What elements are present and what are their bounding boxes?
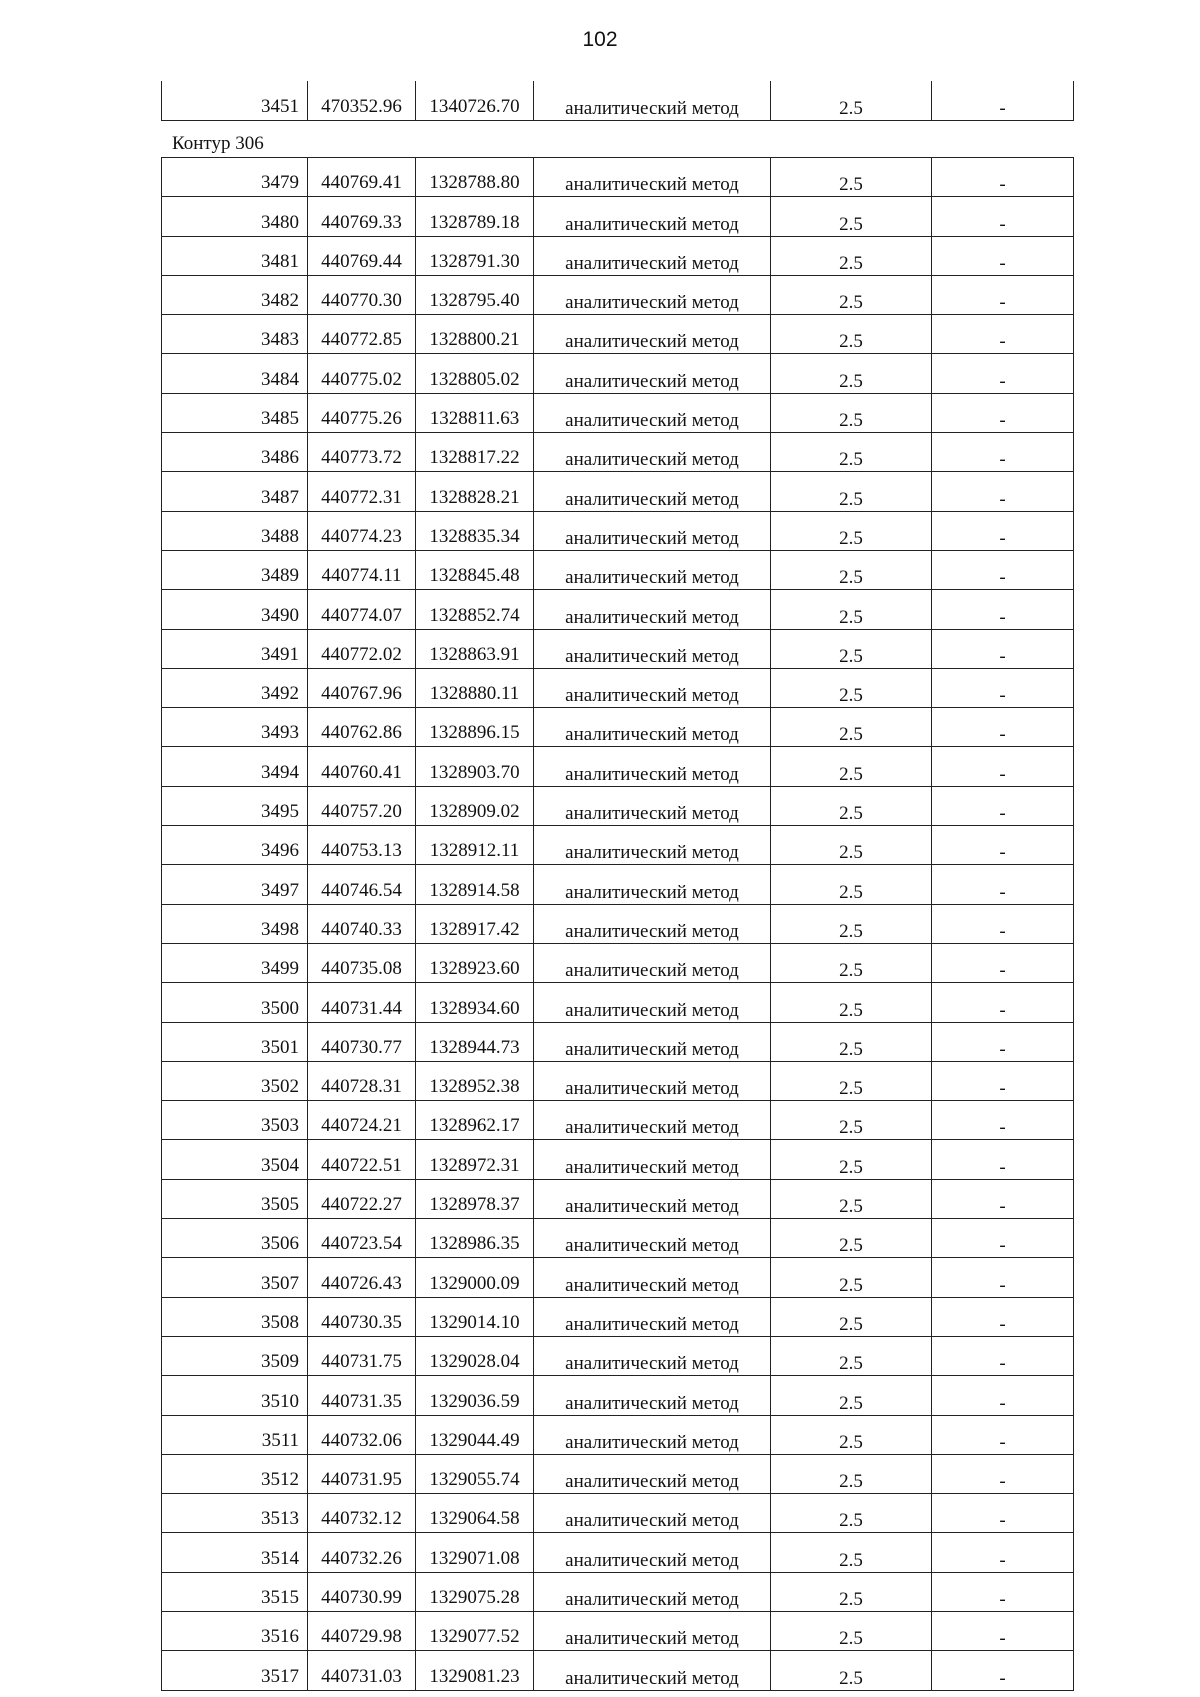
method-cell: аналитический метод (534, 1258, 771, 1297)
x-coordinate-cell: 440774.23 (308, 511, 416, 550)
table-row (162, 1140, 1074, 1179)
table-row (162, 1611, 1074, 1650)
note-cell: - (932, 708, 1074, 747)
method-cell: аналитический метод (534, 1219, 771, 1258)
table-row (162, 590, 1074, 629)
accuracy-cell: 2.5 (771, 747, 932, 786)
table-row (162, 1258, 1074, 1297)
x-coordinate-cell: 440773.72 (308, 433, 416, 472)
accuracy-cell: 2.5 (771, 943, 932, 982)
method-cell: аналитический метод (534, 1572, 771, 1611)
method-cell: аналитический метод (534, 904, 771, 943)
point-number-cell: 3515 (162, 1572, 308, 1611)
x-coordinate-cell: 440735.08 (308, 943, 416, 982)
y-coordinate-cell: 1328845.48 (416, 550, 534, 589)
point-number-cell: 3513 (162, 1494, 308, 1533)
note-cell: - (932, 275, 1074, 314)
point-number-cell: 3510 (162, 1376, 308, 1415)
method-cell: аналитический метод (534, 393, 771, 432)
y-coordinate-cell: 1329000.09 (416, 1258, 534, 1297)
table-row (162, 1494, 1074, 1533)
note-cell: - (932, 904, 1074, 943)
page-number: 102 (582, 28, 618, 51)
note-cell: - (932, 81, 1074, 121)
point-number-cell: 3506 (162, 1219, 308, 1258)
table-row (162, 786, 1074, 825)
accuracy-cell: 2.5 (771, 983, 932, 1022)
y-coordinate-cell: 1328828.21 (416, 472, 534, 511)
y-coordinate-cell: 1329055.74 (416, 1454, 534, 1493)
x-coordinate-cell: 440772.85 (308, 315, 416, 354)
method-cell: аналитический метод (534, 1336, 771, 1375)
y-coordinate-cell: 1328852.74 (416, 590, 534, 629)
point-number-cell: 3491 (162, 629, 308, 668)
accuracy-cell: 2.5 (771, 1651, 932, 1690)
y-coordinate-cell: 1328934.60 (416, 983, 534, 1022)
table-row (162, 1415, 1074, 1454)
table-row (162, 81, 1074, 121)
accuracy-cell: 2.5 (771, 275, 932, 314)
x-coordinate-cell: 440730.35 (308, 1297, 416, 1336)
method-cell: аналитический метод (534, 197, 771, 236)
table-row (162, 1061, 1074, 1100)
point-number-cell: 3508 (162, 1297, 308, 1336)
y-coordinate-cell: 1328962.17 (416, 1101, 534, 1140)
point-number-cell: 3486 (162, 433, 308, 472)
x-coordinate-cell: 440731.35 (308, 1376, 416, 1415)
x-coordinate-cell: 440753.13 (308, 826, 416, 865)
y-coordinate-cell: 1328986.35 (416, 1219, 534, 1258)
accuracy-cell: 2.5 (771, 826, 932, 865)
table-row (162, 983, 1074, 1022)
table-row (162, 315, 1074, 354)
contour-label: Контур 306 (172, 133, 264, 154)
x-coordinate-cell: 470352.96 (308, 81, 416, 121)
note-cell: - (932, 1179, 1074, 1218)
accuracy-cell: 2.5 (771, 1494, 932, 1533)
accuracy-cell: 2.5 (771, 865, 932, 904)
accuracy-cell: 2.5 (771, 708, 932, 747)
accuracy-cell: 2.5 (771, 1022, 932, 1061)
method-cell: аналитический метод (534, 550, 771, 589)
x-coordinate-cell: 440731.75 (308, 1336, 416, 1375)
method-cell: аналитический метод (534, 158, 771, 197)
accuracy-cell: 2.5 (771, 904, 932, 943)
method-cell: аналитический метод (534, 236, 771, 275)
method-cell: аналитический метод (534, 786, 771, 825)
accuracy-cell: 2.5 (771, 1454, 932, 1493)
table-row (162, 1533, 1074, 1572)
accuracy-cell: 2.5 (771, 1376, 932, 1415)
note-cell: - (932, 865, 1074, 904)
note-cell: - (932, 1572, 1074, 1611)
point-number-cell: 3498 (162, 904, 308, 943)
method-cell: аналитический метод (534, 1297, 771, 1336)
note-cell: - (932, 1415, 1074, 1454)
method-cell: аналитический метод (534, 1101, 771, 1140)
note-cell: - (932, 590, 1074, 629)
point-number-cell: 3511 (162, 1415, 308, 1454)
y-coordinate-cell: 1340726.70 (416, 81, 534, 121)
note-cell: - (932, 1454, 1074, 1493)
accuracy-cell: 2.5 (771, 1258, 932, 1297)
method-cell: аналитический метод (534, 983, 771, 1022)
point-number-cell: 3481 (162, 236, 308, 275)
point-number-cell: 3495 (162, 786, 308, 825)
accuracy-cell: 2.5 (771, 472, 932, 511)
note-cell: - (932, 1140, 1074, 1179)
y-coordinate-cell: 1328978.37 (416, 1179, 534, 1218)
x-coordinate-cell: 440731.44 (308, 983, 416, 1022)
table-row (162, 747, 1074, 786)
table-row (162, 354, 1074, 393)
x-coordinate-cell: 440746.54 (308, 865, 416, 904)
table-row (162, 1022, 1074, 1061)
note-cell: - (932, 1061, 1074, 1100)
note-cell: - (932, 197, 1074, 236)
method-cell: аналитический метод (534, 1494, 771, 1533)
accuracy-cell: 2.5 (771, 1336, 932, 1375)
y-coordinate-cell: 1328880.11 (416, 668, 534, 707)
note-cell: - (932, 393, 1074, 432)
point-number-cell: 3497 (162, 865, 308, 904)
accuracy-cell: 2.5 (771, 1101, 932, 1140)
x-coordinate-cell: 440724.21 (308, 1101, 416, 1140)
x-coordinate-cell: 440728.31 (308, 1061, 416, 1100)
x-coordinate-cell: 440757.20 (308, 786, 416, 825)
x-coordinate-cell: 440723.54 (308, 1219, 416, 1258)
accuracy-cell: 2.5 (771, 1061, 932, 1100)
x-coordinate-cell: 440762.86 (308, 708, 416, 747)
table-row (162, 1376, 1074, 1415)
point-number-cell: 3500 (162, 983, 308, 1022)
accuracy-cell: 2.5 (771, 354, 932, 393)
accuracy-cell: 2.5 (771, 236, 932, 275)
y-coordinate-cell: 1328952.38 (416, 1061, 534, 1100)
note-cell: - (932, 472, 1074, 511)
method-cell: аналитический метод (534, 747, 771, 786)
point-number-cell: 3490 (162, 590, 308, 629)
method-cell: аналитический метод (534, 1179, 771, 1218)
x-coordinate-cell: 440775.02 (308, 354, 416, 393)
accuracy-cell: 2.5 (771, 668, 932, 707)
point-number-cell: 3484 (162, 354, 308, 393)
method-cell: аналитический метод (534, 275, 771, 314)
point-number-cell: 3505 (162, 1179, 308, 1218)
table-row (162, 1454, 1074, 1493)
table-row (162, 1336, 1074, 1375)
point-number-cell: 3451 (162, 81, 308, 121)
y-coordinate-cell: 1328972.31 (416, 1140, 534, 1179)
note-cell: - (932, 826, 1074, 865)
y-coordinate-cell: 1329028.04 (416, 1336, 534, 1375)
x-coordinate-cell: 440731.95 (308, 1454, 416, 1493)
y-coordinate-cell: 1328863.91 (416, 629, 534, 668)
point-number-cell: 3502 (162, 1061, 308, 1100)
point-number-cell: 3507 (162, 1258, 308, 1297)
point-number-cell: 3503 (162, 1101, 308, 1140)
y-coordinate-cell: 1329044.49 (416, 1415, 534, 1454)
table-row (162, 1179, 1074, 1218)
x-coordinate-cell: 440722.27 (308, 1179, 416, 1218)
table-row (162, 1101, 1074, 1140)
method-cell: аналитический метод (534, 590, 771, 629)
y-coordinate-cell: 1329064.58 (416, 1494, 534, 1533)
note-cell: - (932, 747, 1074, 786)
note-cell: - (932, 236, 1074, 275)
note-cell: - (932, 983, 1074, 1022)
accuracy-cell: 2.5 (771, 1140, 932, 1179)
note-cell: - (932, 1651, 1074, 1690)
x-coordinate-cell: 440775.26 (308, 393, 416, 432)
note-cell: - (932, 1258, 1074, 1297)
x-coordinate-cell: 440729.98 (308, 1611, 416, 1650)
accuracy-cell: 2.5 (771, 315, 932, 354)
y-coordinate-cell: 1329077.52 (416, 1611, 534, 1650)
accuracy-cell: 2.5 (771, 1219, 932, 1258)
table-row (162, 708, 1074, 747)
note-cell: - (932, 1219, 1074, 1258)
method-cell: аналитический метод (534, 81, 771, 121)
note-cell: - (932, 1101, 1074, 1140)
accuracy-cell: 2.5 (771, 1179, 932, 1218)
x-coordinate-cell: 440772.31 (308, 472, 416, 511)
method-cell: аналитический метод (534, 668, 771, 707)
accuracy-cell: 2.5 (771, 1572, 932, 1611)
method-cell: аналитический метод (534, 865, 771, 904)
note-cell: - (932, 1336, 1074, 1375)
accuracy-cell: 2.5 (771, 1533, 932, 1572)
table-row (162, 236, 1074, 275)
note-cell: - (932, 550, 1074, 589)
note-cell: - (932, 433, 1074, 472)
table-row (162, 393, 1074, 432)
accuracy-cell: 2.5 (771, 1415, 932, 1454)
point-number-cell: 3480 (162, 197, 308, 236)
table-row (162, 550, 1074, 589)
note-cell: - (932, 1022, 1074, 1061)
coordinates-table (161, 157, 1074, 1691)
point-number-cell: 3479 (162, 158, 308, 197)
y-coordinate-cell: 1328917.42 (416, 904, 534, 943)
y-coordinate-cell: 1328912.11 (416, 826, 534, 865)
note-cell: - (932, 786, 1074, 825)
y-coordinate-cell: 1328923.60 (416, 943, 534, 982)
point-number-cell: 3487 (162, 472, 308, 511)
x-coordinate-cell: 440732.12 (308, 1494, 416, 1533)
x-coordinate-cell: 440732.26 (308, 1533, 416, 1572)
table-row (162, 433, 1074, 472)
x-coordinate-cell: 440770.30 (308, 275, 416, 314)
y-coordinate-cell: 1328817.22 (416, 433, 534, 472)
y-coordinate-cell: 1328805.02 (416, 354, 534, 393)
table-row (162, 826, 1074, 865)
table-row (162, 1297, 1074, 1336)
coordinates-table-continued (161, 81, 1074, 121)
accuracy-cell: 2.5 (771, 81, 932, 121)
x-coordinate-cell: 440732.06 (308, 1415, 416, 1454)
table-row (162, 1219, 1074, 1258)
x-coordinate-cell: 440730.99 (308, 1572, 416, 1611)
accuracy-cell: 2.5 (771, 511, 932, 550)
method-cell: аналитический метод (534, 433, 771, 472)
table-row (162, 629, 1074, 668)
point-number-cell: 3517 (162, 1651, 308, 1690)
method-cell: аналитический метод (534, 1454, 771, 1493)
x-coordinate-cell: 440772.02 (308, 629, 416, 668)
accuracy-cell: 2.5 (771, 197, 932, 236)
accuracy-cell: 2.5 (771, 1611, 932, 1650)
note-cell: - (932, 668, 1074, 707)
y-coordinate-cell: 1328788.80 (416, 158, 534, 197)
method-cell: аналитический метод (534, 708, 771, 747)
table-row (162, 1572, 1074, 1611)
note-cell: - (932, 943, 1074, 982)
y-coordinate-cell: 1328835.34 (416, 511, 534, 550)
y-coordinate-cell: 1328800.21 (416, 315, 534, 354)
y-coordinate-cell: 1328909.02 (416, 786, 534, 825)
accuracy-cell: 2.5 (771, 1297, 932, 1336)
note-cell: - (932, 1494, 1074, 1533)
accuracy-cell: 2.5 (771, 158, 932, 197)
point-number-cell: 3509 (162, 1336, 308, 1375)
x-coordinate-cell: 440726.43 (308, 1258, 416, 1297)
x-coordinate-cell: 440769.41 (308, 158, 416, 197)
point-number-cell: 3504 (162, 1140, 308, 1179)
method-cell: аналитический метод (534, 1415, 771, 1454)
method-cell: аналитический метод (534, 354, 771, 393)
x-coordinate-cell: 440731.03 (308, 1651, 416, 1690)
note-cell: - (932, 158, 1074, 197)
method-cell: аналитический метод (534, 826, 771, 865)
x-coordinate-cell: 440722.51 (308, 1140, 416, 1179)
x-coordinate-cell: 440767.96 (308, 668, 416, 707)
point-number-cell: 3496 (162, 826, 308, 865)
y-coordinate-cell: 1328795.40 (416, 275, 534, 314)
table-row (162, 865, 1074, 904)
point-number-cell: 3485 (162, 393, 308, 432)
y-coordinate-cell: 1328896.15 (416, 708, 534, 747)
y-coordinate-cell: 1328903.70 (416, 747, 534, 786)
point-number-cell: 3483 (162, 315, 308, 354)
point-number-cell: 3488 (162, 511, 308, 550)
note-cell: - (932, 315, 1074, 354)
accuracy-cell: 2.5 (771, 433, 932, 472)
note-cell: - (932, 1376, 1074, 1415)
point-number-cell: 3482 (162, 275, 308, 314)
method-cell: аналитический метод (534, 1140, 771, 1179)
method-cell: аналитический метод (534, 629, 771, 668)
point-number-cell: 3494 (162, 747, 308, 786)
y-coordinate-cell: 1328944.73 (416, 1022, 534, 1061)
method-cell: аналитический метод (534, 472, 771, 511)
y-coordinate-cell: 1329071.08 (416, 1533, 534, 1572)
accuracy-cell: 2.5 (771, 629, 932, 668)
note-cell: - (932, 1611, 1074, 1650)
table-row (162, 158, 1074, 197)
accuracy-cell: 2.5 (771, 393, 932, 432)
table-row (162, 668, 1074, 707)
method-cell: аналитический метод (534, 943, 771, 982)
method-cell: аналитический метод (534, 1533, 771, 1572)
y-coordinate-cell: 1329081.23 (416, 1651, 534, 1690)
point-number-cell: 3492 (162, 668, 308, 707)
table-row (162, 197, 1074, 236)
accuracy-cell: 2.5 (771, 590, 932, 629)
point-number-cell: 3516 (162, 1611, 308, 1650)
method-cell: аналитический метод (534, 1061, 771, 1100)
point-number-cell: 3493 (162, 708, 308, 747)
y-coordinate-cell: 1328914.58 (416, 865, 534, 904)
table-row (162, 943, 1074, 982)
accuracy-cell: 2.5 (771, 550, 932, 589)
accuracy-cell: 2.5 (771, 786, 932, 825)
table-row (162, 904, 1074, 943)
note-cell: - (932, 511, 1074, 550)
point-number-cell: 3489 (162, 550, 308, 589)
note-cell: - (932, 629, 1074, 668)
method-cell: аналитический метод (534, 1611, 771, 1650)
x-coordinate-cell: 440760.41 (308, 747, 416, 786)
method-cell: аналитический метод (534, 1651, 771, 1690)
table-row (162, 511, 1074, 550)
method-cell: аналитический метод (534, 1022, 771, 1061)
method-cell: аналитический метод (534, 315, 771, 354)
x-coordinate-cell: 440774.07 (308, 590, 416, 629)
method-cell: аналитический метод (534, 511, 771, 550)
x-coordinate-cell: 440769.44 (308, 236, 416, 275)
x-coordinate-cell: 440730.77 (308, 1022, 416, 1061)
point-number-cell: 3512 (162, 1454, 308, 1493)
point-number-cell: 3514 (162, 1533, 308, 1572)
note-cell: - (932, 354, 1074, 393)
y-coordinate-cell: 1329014.10 (416, 1297, 534, 1336)
note-cell: - (932, 1533, 1074, 1572)
table-row (162, 1651, 1074, 1690)
y-coordinate-cell: 1328811.63 (416, 393, 534, 432)
y-coordinate-cell: 1329075.28 (416, 1572, 534, 1611)
method-cell: аналитический метод (534, 1376, 771, 1415)
table-row (162, 275, 1074, 314)
x-coordinate-cell: 440740.33 (308, 904, 416, 943)
x-coordinate-cell: 440774.11 (308, 550, 416, 589)
y-coordinate-cell: 1329036.59 (416, 1376, 534, 1415)
y-coordinate-cell: 1328791.30 (416, 236, 534, 275)
y-coordinate-cell: 1328789.18 (416, 197, 534, 236)
note-cell: - (932, 1297, 1074, 1336)
table-row (162, 472, 1074, 511)
point-number-cell: 3501 (162, 1022, 308, 1061)
point-number-cell: 3499 (162, 943, 308, 982)
x-coordinate-cell: 440769.33 (308, 197, 416, 236)
